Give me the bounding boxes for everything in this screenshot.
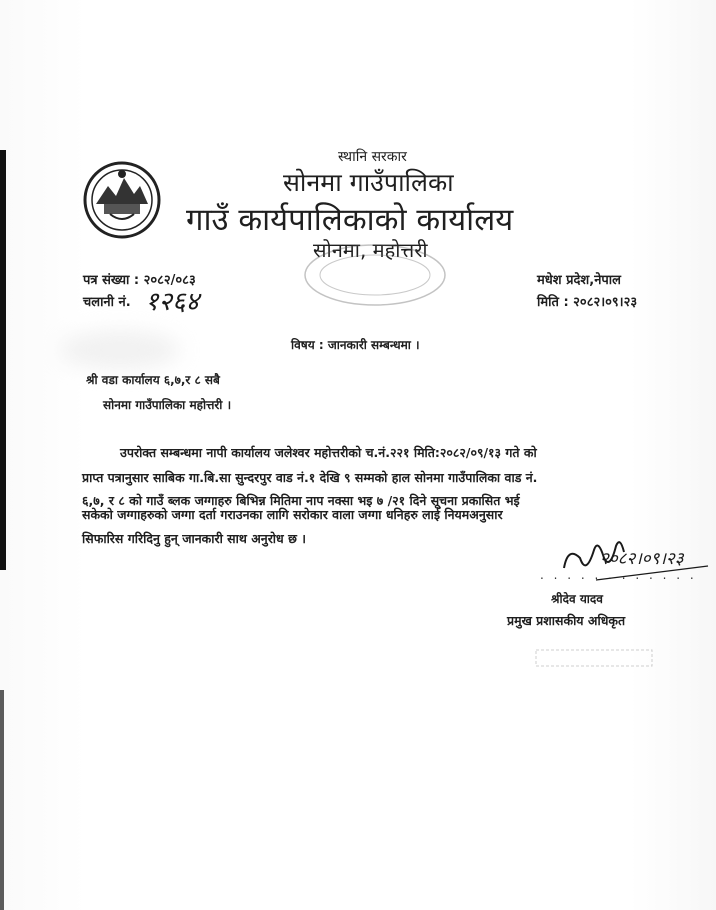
dispatch-number-handwritten: १२६४	[145, 287, 200, 317]
signatory-title: प्रमुख प्रशासकीय अधिकृत	[507, 613, 626, 628]
body-line: ६,७, र ८ को गाउँ ब्लक जग्गाहरु बिभिन्न मितिमा नाप नक्सा भइ ७ /२१ दिने सूचना प्रकासित भई	[82, 493, 520, 508]
letter-number: पत्र संख्या : २०८२/०८३	[83, 273, 196, 288]
paper-smudge	[60, 330, 180, 370]
government-emblem-icon	[82, 160, 162, 240]
office-title: गाउँ कार्यपालिकाको कार्यालय	[186, 202, 514, 238]
municipality-name: सोनमा गाउँपालिका	[283, 168, 454, 197]
office-stamp-icon	[300, 240, 450, 310]
scan-edge-shadow-lower	[0, 690, 4, 910]
faint-seal-icon	[534, 646, 654, 670]
letter-date: मिति : २०८२।०९।२३	[537, 295, 638, 310]
office-address: सोनमा, महोत्तरी	[313, 238, 428, 262]
recipient-line-1: श्री वडा कार्यालय ६,७,र ८ सबै	[86, 373, 220, 387]
recipient-line-2: सोनमा गाउँपालिका महोत्तरी ।	[103, 398, 232, 412]
body-line: उपरोक्त सम्बन्धमा नापी कार्यालय जलेश्वर महोत्तरीको च.नं.२२१ मिति:२०८२/०९/१३ गते को	[120, 445, 537, 460]
dispatch-number-label: चलानी नं.	[83, 295, 131, 310]
signature-date-handwritten: २०८२।०९।२३	[600, 549, 684, 569]
body-line: सिफारिस गरिदिनु हुन् जानकारी साथ अनुरोध छ ।	[82, 531, 306, 546]
body-line: सकेको जग्गाहरुको जग्गा दर्ता गराउनका लागि सरोकार वाला जग्गा धनिहरु लाई नियमअनुसार	[82, 507, 503, 522]
province-label: मधेश प्रदेश,नेपाल	[537, 273, 621, 288]
letter-subject: विषय : जानकारी सम्बन्धमा ।	[291, 338, 420, 352]
local-government-label: स्थानि सरकार	[338, 149, 407, 165]
signature-dotted-line: . . . . . . . . . . . .	[540, 568, 697, 582]
signatory-name: श्रीदेव यादव	[551, 592, 603, 606]
scan-edge-shadow	[0, 150, 6, 570]
body-line: प्राप्त पत्रानुसार साबिक गा.बि.सा सुन्दरपुर वाड नं.१ देखि ९ सम्मको हाल सोनमा गाउँपालिका वाड नं.	[82, 470, 538, 485]
